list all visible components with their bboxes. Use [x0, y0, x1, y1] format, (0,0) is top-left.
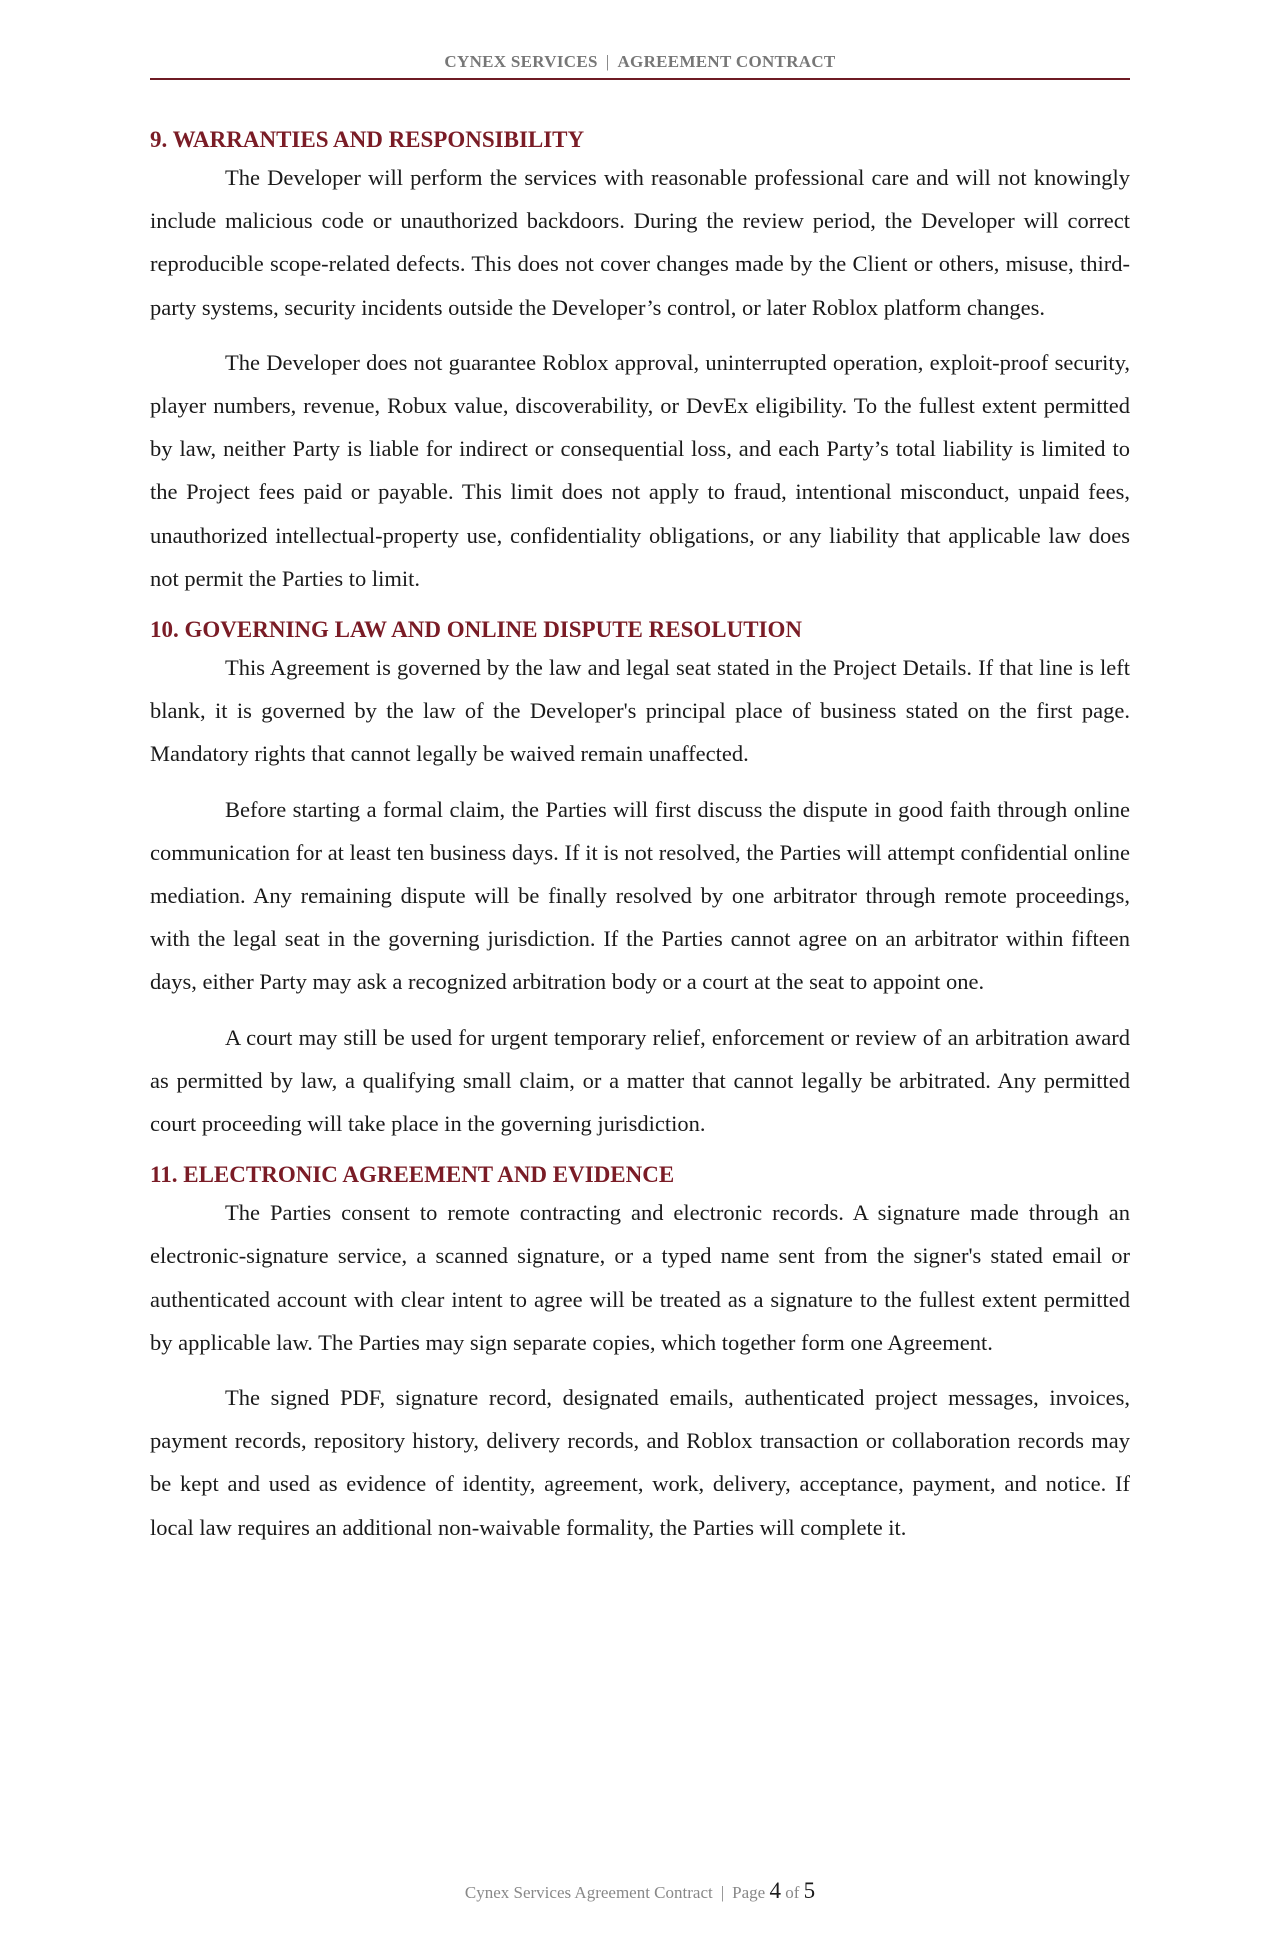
footer-doc-title: Cynex Services Agreement Contract	[464, 1883, 713, 1902]
paragraph-governing-law-3: A court may still be used for urgent temporary relief, enforcement or review of an arbitration award as permitted by law, a qualifying small claim, or a matter that cannot legally be arbitrated. Any permitted court proceeding will take place in the governing jurisdiction.	[150, 1024, 1130, 1137]
header-separator: |	[605, 52, 610, 71]
footer-page-total: 5	[803, 1878, 816, 1903]
page-footer	[150, 1878, 1130, 1904]
paragraph-warranties-2: The Developer does not guarantee Roblox approval, uninterrupted operation, exploit-proof security, player numbers, revenue, Robux value, discoverability, or DevEx eligibility. To the fullest extent permitted by law, neither Party is liable for indirect or consequential loss, and each Party’s total liability is limited to the Project fees paid or payable. This limit does not apply to fraud, intentional misconduct, unpaid fees, unauthorized intellectual-property use, confidentiality obligations, or any liability that applicable law does not permit the Parties to limit.	[150, 349, 1130, 591]
page-header	[150, 52, 1130, 72]
paragraph-warranties-1: The Developer will perform the services with reasonable professional care and will not knowingly include malicious code or unauthorized backdoors. During the review period, the Developer will correct reproducible scope-related defects. This does not cover changes made by the Client or others, misuse, third-party systems, security incidents outside the Developer’s control, or later Roblox platform changes.	[150, 165, 1130, 320]
paragraph-electronic-agreement-2: The signed PDF, signature record, designated emails, authenticated project messages, invoices, payment records, repository history, delivery records, and Roblox transaction or collaboration records may be kept and used as evidence of identity, agreement, work, delivery, acceptance, payment, and notice. If local law requires an additional non-waivable formality, the Parties will complete it.	[150, 1385, 1130, 1540]
section-heading-electronic-agreement: 11. ELECTRONIC AGREEMENT AND EVIDENCE	[150, 1162, 675, 1188]
footer-separator: |	[720, 1883, 725, 1902]
paragraph-electronic-agreement-1: The Parties consent to remote contracting and electronic records. A signature made through an electronic-signature service, a scanned signature, or a typed name sent from the signer's stated email or authenticated account with clear intent to agree will be treated as a signature to the fullest extent permitted by applicable law. The Parties may sign separate copies, which together form one Agreement.	[150, 1200, 1130, 1355]
document-body	[150, 124, 1130, 1549]
footer-page-word: Page	[732, 1883, 766, 1902]
header-company: CYNEX SERVICES	[444, 52, 598, 71]
header-rule	[150, 78, 1130, 80]
section-heading-governing-law: 10. GOVERNING LAW AND ONLINE DISPUTE RESOLUTION	[150, 617, 803, 643]
section-heading-warranties: 9. WARRANTIES AND RESPONSIBILITY	[150, 127, 585, 152]
paragraph-governing-law-1: This Agreement is governed by the law and legal seat stated in the Project Details. If that line is left blank, it is governed by the law of the Developer's principal place of business stated on the first page. Mandatory rights that cannot legally be waived remain unaffected.	[150, 655, 1130, 767]
header-doc-type: AGREEMENT CONTRACT	[617, 52, 836, 71]
footer-of-word: of	[785, 1883, 800, 1902]
paragraph-governing-law-2: Before starting a formal claim, the Parties will first discuss the dispute in good faith through online communication for at least ten business days. If it is not resolved, the Parties will attempt confidential online mediation. Any remaining dispute will be finally resolved by one arbitrator through remote proceedings, with the legal seat in the governing jurisdiction. If the Parties cannot agree on an arbitrator within fifteen days, either Party may ask a recognized arbitration body or a court at the seat to appoint one.	[150, 796, 1130, 995]
footer-page-current: 4	[769, 1878, 781, 1903]
